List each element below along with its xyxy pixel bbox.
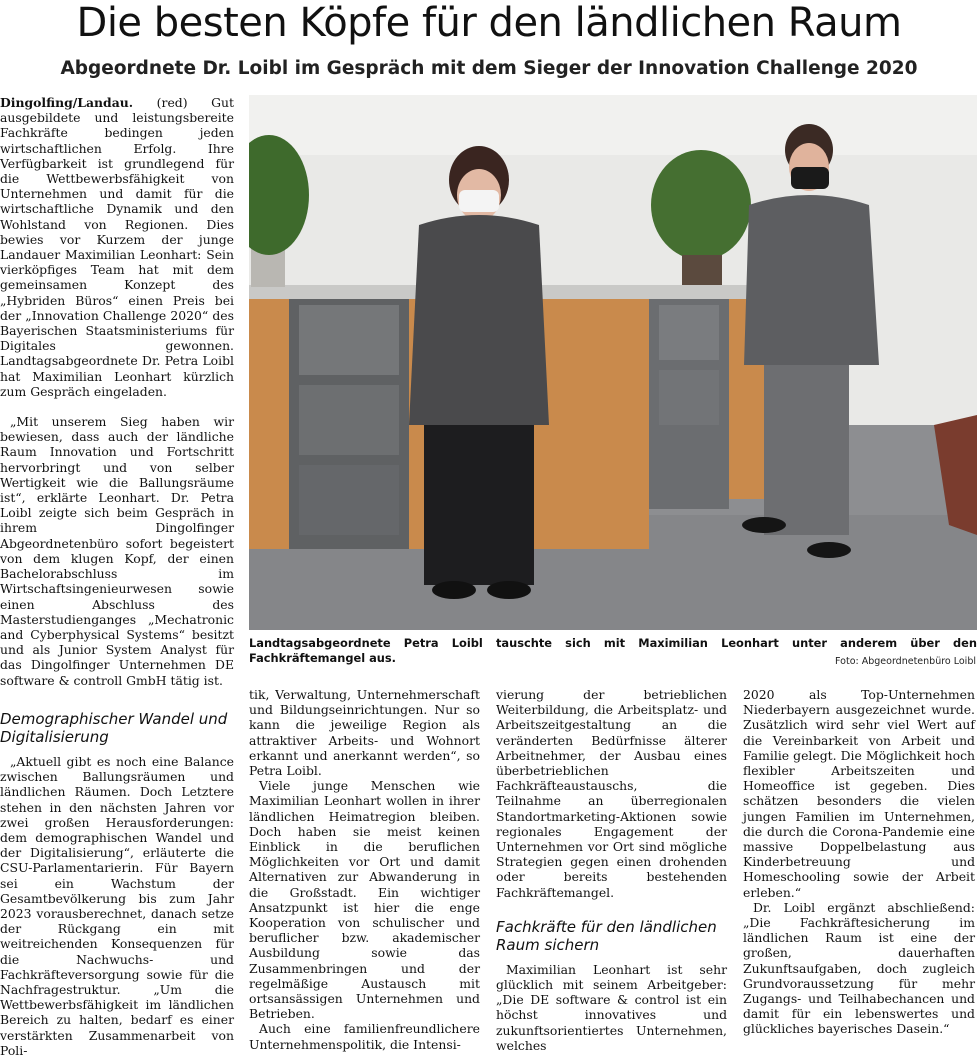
- subhead-demographic: Demographischer Wandel und Digitalisierung: [0, 710, 228, 746]
- paragraph-3-end: tik, Verwaltung, Unternehmerschaft und Bildungseinrichtungen. Nur so kann die jeweilige Region als attraktiver Arbeits- und Wohnort erkannt und anerkannt werden“, so Petra Loibl.: [249, 687, 480, 779]
- column-2: [249, 687, 480, 1052]
- subhead-fachkraefte: Fachkräfte für den ländlichen Raum sichern: [496, 917, 717, 954]
- photo-credit: Foto: Abgeordnetenbüro Loibl: [835, 656, 976, 667]
- dateline: Dingolfing/Landau.: [0, 95, 134, 110]
- paragraph-6-start: Maximilian Leonhart ist sehr glücklich mit seinem Arbeitgeber: „Die DE software & control ist ein höchst innovatives und zukunftsorientiertes Unternehmen, welches: [496, 961, 727, 1053]
- paragraph-6-end: 2020 als Top-Unternehmen Niederbayern ausgezeichnet wurde. Zusätzlich wird sehr viel Wert auf die Vereinbarkeit von Arbeit und Familie gelegt. Die Möglichkeit hoch flexibler Arbeitszeiten und Homeoffice ist gegeben. Dies schätzen besonders die vielen jungen Familien im Unternehmen, die durch die Corona-Pandemie eine massive Doppelbelastung aus Kinderbetreuung und Homeschooling sowie der Arbeit erleben.“: [743, 687, 975, 900]
- article-photo: [249, 95, 977, 630]
- paragraph-3-start: „Aktuell gibt es noch eine Balance zwischen Ballungsräumen und ländlichen Räumen. Doch Letztere stehen in den nächsten Jahren vor zwei großen Herausforderungen: dem demographischen Wandel und der Digitalisierung“, erläuterte die CSU-Parlamentarierin. Für Bayern sei ein Wachstum der Gesamtbevölkerung bis zum Jahr 2023 vorausberechnet, danach setze der Rückgang ein mit weitreichenden Konsequenzen für die Nachwuchs- und Fachkräfteversorgung sowie für die Nachfragestruktur. „Um die Wettbewerbsfähigkeit im ländlichen Bereich zu halten, bedarf es einer verstärkten Zusammenarbeit von Poli-: [0, 754, 234, 1058]
- subheadline: Abgeordnete Dr. Loibl im Gespräch mit dem Sieger der Innovation Challenge 2020: [60, 58, 918, 79]
- column-1: [0, 95, 234, 688]
- intro-text: (red) Gut ausgebildete und leistungsbereite Fachkräfte bedingen jeden wirtschaftlichen Erfolg. Ihre Verfügbarkeit ist grundlegend für die Wettbewerbsfähigkeit von Unternehmen und damit für die wirtschaftliche Dynamik und den Wohlstand von Regionen. Dies bewies vor Kurzem der junge Landauer Maximilian Leonhart: Sein vierköpfiges Team hat mit dem gemeinsamen Konzept des „Hybriden Büros“ einen Preis bei der „Innovation Challenge 2020“ des Bayerischen Staatsministeriums für Digitales gewonnen. Landtagsabgeordnete Dr. Petra Loibl hat Maximilian Leonhart kürzlich zum Gespräch eingeladen.: [0, 95, 234, 399]
- headline: Die besten Köpfe für den ländlichen Raum: [76, 0, 902, 46]
- paragraph-7: Dr. Loibl ergänzt abschließend: „Die Fachkräftesicherung im ländlichen Raum ist eine der großen, dauerhaften Zukunftsaufgaben, doch zugleich Grundvoraussetzung für mehr Zugangs- und Teilhabechancen und damit für ein lebenswertes und glückliches bayerisches Dasein.“: [743, 899, 975, 1037]
- office-photo-illustration: [249, 95, 977, 630]
- paragraph-5-start: Auch eine familienfreundlichere Unternehmenspolitik, die Intensi-: [249, 1021, 480, 1052]
- paragraph-4: Viele junge Menschen wie Maximilian Leonhart wollen in ihrer ländlichen Heimatregion bleiben. Doch haben sie meist keinen Einblick in die beruflichen Möglichkeiten vor Ort und damit Alternativen zur Abwanderung in die Großstadt. Ein wichtiger Ansatzpunkt ist hier die enge Kooperation von schulischer und beruflicher bzw. akademischer Ausbildung sowie das Zusammenbringen und der regelmäßige Austausch mit ortsansässigen Unternehmen und Betrieben.: [249, 778, 480, 1022]
- column-3: [496, 687, 727, 1053]
- paragraph-2: „Mit unserem Sieg haben wir bewiesen, dass auch der ländliche Raum Innovation und Fortschritt hervorbringt und von selber Wertigkeit wie die Ballungsräume ist“, erklärte Leonhart. Dr. Petra Loibl zeigte sich beim Gespräch in ihrem Dingolfinger Abgeordnetenbüro sofort begeistert von dem klugen Kopf, der einen Bachelorabschluss im Wirtschaftsingenieurwesen sowie einen Abschluss des Masterstudienganges „Mechatronic and Cyberphysical Systems“ besitzt und als Junior System Analyst für das Dingolfinger Unternehmen DE software & controll GmbH tätig ist.: [0, 414, 234, 688]
- paragraph-5-end: vierung der betrieblichen Weiterbildung, die Arbeitsplatz- und Arbeitszeitgestaltung an die veränderten Bedürfnisse älterer Arbeitnehmer, der Ausbau eines überbetrieblichen Fachkräfteaustauschs, die Teilnahme an überregionalen Standortmarketing-Aktionen sowie regionales Engagement der Unternehmen vor Ort sind mögliche Strategien gegen einen drohenden oder bereits bestehenden Fachkräftemangel.: [496, 687, 727, 900]
- column-4: [743, 687, 975, 1037]
- intro-paragraph: [0, 95, 234, 399]
- photo-caption: Landtagsabgeordnete Petra Loibl tauschte sich mit Maximilian Leonhart unter anderem über den Fachkräftemangel aus.: [249, 636, 977, 665]
- column-1-bottom: [0, 704, 234, 1058]
